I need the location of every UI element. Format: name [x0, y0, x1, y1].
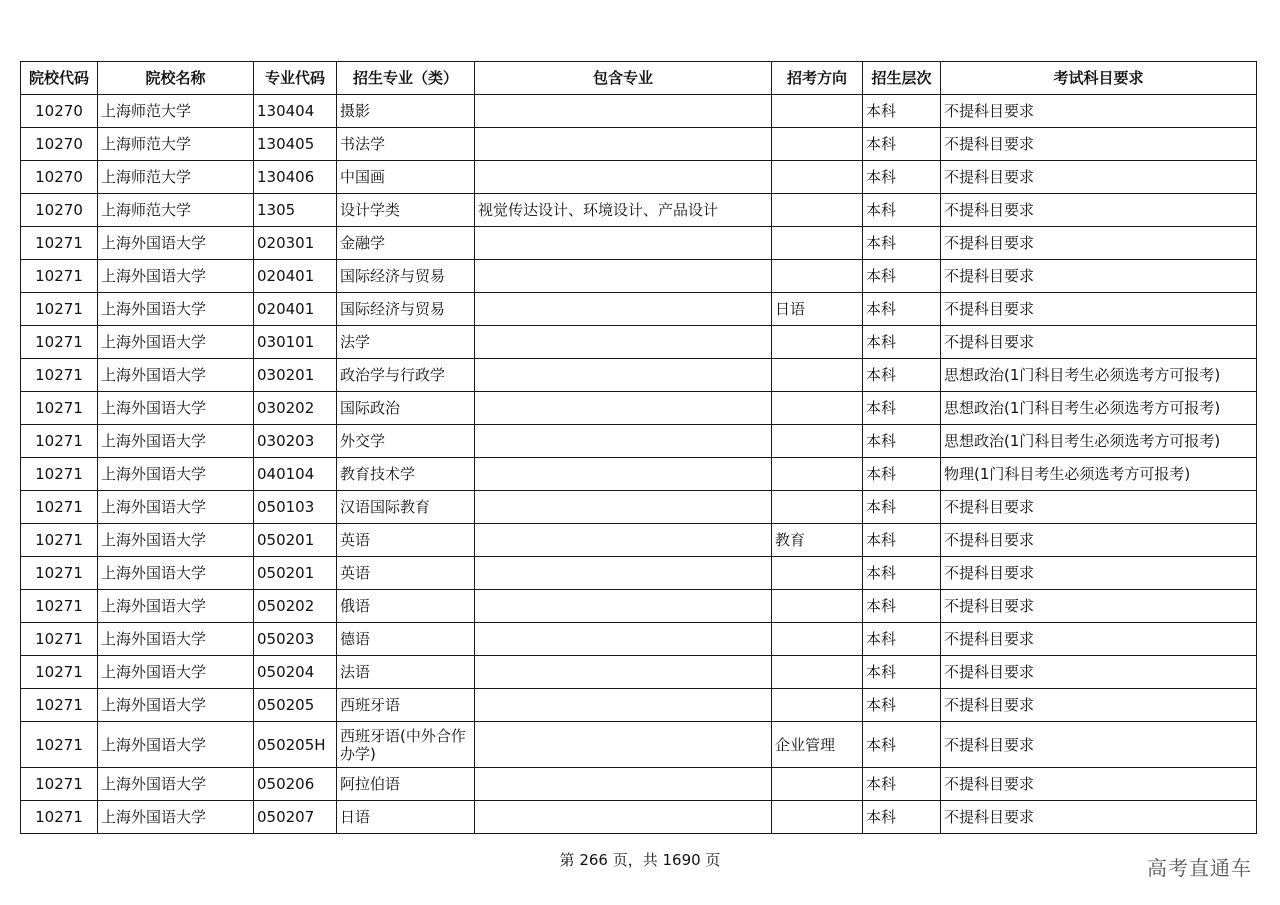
- school-name-cell: 上海外国语大学: [98, 768, 254, 801]
- major-cell: 国际经济与贸易: [337, 260, 475, 293]
- table-row: [21, 656, 1257, 689]
- school-name-cell: 上海外国语大学: [98, 425, 254, 458]
- school-name-cell: 上海外国语大学: [98, 491, 254, 524]
- header-level: 招生层次: [863, 62, 941, 95]
- level-cell: 本科: [863, 392, 941, 425]
- major-code-cell: 050207: [254, 801, 337, 834]
- major-cell: 外交学: [337, 425, 475, 458]
- major-code-cell: 020301: [254, 227, 337, 260]
- subject-requirement-cell: 不提科目要求: [941, 128, 1257, 161]
- direction-cell: [772, 458, 863, 491]
- table-row: [21, 491, 1257, 524]
- included-majors-cell: [475, 722, 772, 768]
- school-name-cell: 上海外国语大学: [98, 458, 254, 491]
- level-cell: 本科: [863, 227, 941, 260]
- header-major-code: 专业代码: [254, 62, 337, 95]
- major-cell: 书法学: [337, 128, 475, 161]
- subject-requirement-cell: 物理(1门科目考生必须选考方可报考): [941, 458, 1257, 491]
- level-cell: 本科: [863, 557, 941, 590]
- table-row: [21, 194, 1257, 227]
- school-code-cell: 10271: [21, 293, 98, 326]
- school-code-cell: 10271: [21, 656, 98, 689]
- table-row: [21, 768, 1257, 801]
- school-code-cell: 10271: [21, 425, 98, 458]
- admissions-table: [20, 61, 1257, 834]
- major-cell: 国际政治: [337, 392, 475, 425]
- major-code-cell: 130405: [254, 128, 337, 161]
- included-majors-cell: [475, 656, 772, 689]
- table-row: [21, 128, 1257, 161]
- level-cell: 本科: [863, 260, 941, 293]
- table-row: [21, 689, 1257, 722]
- major-code-cell: 050203: [254, 623, 337, 656]
- major-code-cell: 030203: [254, 425, 337, 458]
- included-majors-cell: [475, 524, 772, 557]
- major-cell: 政治学与行政学: [337, 359, 475, 392]
- subject-requirement-cell: 思想政治(1门科目考生必须选考方可报考): [941, 392, 1257, 425]
- major-cell: 教育技术学: [337, 458, 475, 491]
- subject-requirement-cell: 不提科目要求: [941, 161, 1257, 194]
- major-cell: 摄影: [337, 95, 475, 128]
- major-code-cell: 050205: [254, 689, 337, 722]
- direction-cell: [772, 392, 863, 425]
- included-majors-cell: [475, 458, 772, 491]
- included-majors-cell: [475, 425, 772, 458]
- table-row: [21, 801, 1257, 834]
- major-cell: 法学: [337, 326, 475, 359]
- school-name-cell: 上海外国语大学: [98, 524, 254, 557]
- subject-requirement-cell: 不提科目要求: [941, 227, 1257, 260]
- school-name-cell: 上海外国语大学: [98, 326, 254, 359]
- included-majors-cell: [475, 491, 772, 524]
- subject-requirement-cell: 不提科目要求: [941, 722, 1257, 768]
- level-cell: 本科: [863, 801, 941, 834]
- direction-cell: [772, 590, 863, 623]
- school-code-cell: 10271: [21, 491, 98, 524]
- header-row: [21, 62, 1257, 95]
- direction-cell: [772, 227, 863, 260]
- school-code-cell: 10270: [21, 128, 98, 161]
- subject-requirement-cell: 思想政治(1门科目考生必须选考方可报考): [941, 425, 1257, 458]
- major-code-cell: 050204: [254, 656, 337, 689]
- watermark: 高考直通车: [1147, 856, 1252, 880]
- school-code-cell: 10271: [21, 524, 98, 557]
- school-name-cell: 上海外国语大学: [98, 557, 254, 590]
- school-name-cell: 上海师范大学: [98, 95, 254, 128]
- school-code-cell: 10271: [21, 326, 98, 359]
- subject-requirement-cell: 不提科目要求: [941, 689, 1257, 722]
- subject-requirement-cell: 思想政治(1门科目考生必须选考方可报考): [941, 359, 1257, 392]
- school-code-cell: 10271: [21, 801, 98, 834]
- subject-requirement-cell: 不提科目要求: [941, 656, 1257, 689]
- table-row: [21, 161, 1257, 194]
- direction-cell: 教育: [772, 524, 863, 557]
- included-majors-cell: [475, 326, 772, 359]
- school-code-cell: 10271: [21, 623, 98, 656]
- direction-cell: [772, 689, 863, 722]
- table-row: [21, 458, 1257, 491]
- school-name-cell: 上海师范大学: [98, 161, 254, 194]
- page-number: 第 266 页，共 1690 页: [559, 851, 721, 869]
- direction-cell: [772, 768, 863, 801]
- subject-requirement-cell: 不提科目要求: [941, 326, 1257, 359]
- level-cell: 本科: [863, 161, 941, 194]
- table-row: [21, 227, 1257, 260]
- major-code-cell: 050202: [254, 590, 337, 623]
- header-major: 招生专业（类）: [337, 62, 475, 95]
- included-majors-cell: [475, 227, 772, 260]
- school-code-cell: 10271: [21, 260, 98, 293]
- table-row: [21, 524, 1257, 557]
- level-cell: 本科: [863, 623, 941, 656]
- major-code-cell: 040104: [254, 458, 337, 491]
- school-code-cell: 10271: [21, 590, 98, 623]
- subject-requirement-cell: 不提科目要求: [941, 590, 1257, 623]
- school-code-cell: 10271: [21, 768, 98, 801]
- included-majors-cell: [475, 801, 772, 834]
- included-majors-cell: [475, 590, 772, 623]
- major-cell: 日语: [337, 801, 475, 834]
- header-included-majors: 包含专业: [475, 62, 772, 95]
- major-cell: 英语: [337, 524, 475, 557]
- included-majors-cell: [475, 557, 772, 590]
- subject-requirement-cell: 不提科目要求: [941, 260, 1257, 293]
- major-cell: 设计学类: [337, 194, 475, 227]
- level-cell: 本科: [863, 491, 941, 524]
- school-name-cell: 上海外国语大学: [98, 392, 254, 425]
- level-cell: 本科: [863, 689, 941, 722]
- school-name-cell: 上海外国语大学: [98, 656, 254, 689]
- school-name-cell: 上海师范大学: [98, 194, 254, 227]
- table-row: [21, 260, 1257, 293]
- direction-cell: 日语: [772, 293, 863, 326]
- school-code-cell: 10270: [21, 161, 98, 194]
- direction-cell: [772, 95, 863, 128]
- direction-cell: [772, 656, 863, 689]
- major-cell: 俄语: [337, 590, 475, 623]
- header-school-code: 院校代码: [21, 62, 98, 95]
- included-majors-cell: [475, 95, 772, 128]
- level-cell: 本科: [863, 458, 941, 491]
- major-code-cell: 030101: [254, 326, 337, 359]
- major-cell: 中国画: [337, 161, 475, 194]
- school-code-cell: 10271: [21, 458, 98, 491]
- school-code-cell: 10270: [21, 95, 98, 128]
- major-code-cell: 050205H: [254, 722, 337, 768]
- direction-cell: [772, 491, 863, 524]
- direction-cell: [772, 194, 863, 227]
- table-body: [21, 95, 1257, 834]
- table-row: [21, 392, 1257, 425]
- school-code-cell: 10271: [21, 722, 98, 768]
- major-cell: 法语: [337, 656, 475, 689]
- included-majors-cell: [475, 161, 772, 194]
- major-code-cell: 030201: [254, 359, 337, 392]
- table-row: [21, 326, 1257, 359]
- header-subject-requirement: 考试科目要求: [941, 62, 1257, 95]
- table-row: [21, 425, 1257, 458]
- major-cell: 西班牙语(中外合作办学): [337, 722, 475, 768]
- major-code-cell: 130406: [254, 161, 337, 194]
- included-majors-cell: [475, 293, 772, 326]
- level-cell: 本科: [863, 656, 941, 689]
- school-name-cell: 上海师范大学: [98, 128, 254, 161]
- major-code-cell: 130404: [254, 95, 337, 128]
- school-name-cell: 上海外国语大学: [98, 590, 254, 623]
- level-cell: 本科: [863, 95, 941, 128]
- major-cell: 德语: [337, 623, 475, 656]
- major-code-cell: 050201: [254, 524, 337, 557]
- table-row: [21, 722, 1257, 768]
- included-majors-cell: [475, 768, 772, 801]
- major-code-cell: 020401: [254, 293, 337, 326]
- school-name-cell: 上海外国语大学: [98, 260, 254, 293]
- direction-cell: [772, 425, 863, 458]
- level-cell: 本科: [863, 722, 941, 768]
- direction-cell: [772, 260, 863, 293]
- level-cell: 本科: [863, 194, 941, 227]
- header-direction: 招考方向: [772, 62, 863, 95]
- level-cell: 本科: [863, 524, 941, 557]
- subject-requirement-cell: 不提科目要求: [941, 293, 1257, 326]
- school-code-cell: 10270: [21, 194, 98, 227]
- included-majors-cell: [475, 260, 772, 293]
- direction-cell: [772, 161, 863, 194]
- included-majors-cell: [475, 359, 772, 392]
- level-cell: 本科: [863, 590, 941, 623]
- major-code-cell: 050201: [254, 557, 337, 590]
- subject-requirement-cell: 不提科目要求: [941, 194, 1257, 227]
- table-row: [21, 590, 1257, 623]
- level-cell: 本科: [863, 293, 941, 326]
- direction-cell: [772, 359, 863, 392]
- direction-cell: 企业管理: [772, 722, 863, 768]
- school-name-cell: 上海外国语大学: [98, 293, 254, 326]
- subject-requirement-cell: 不提科目要求: [941, 623, 1257, 656]
- major-cell: 汉语国际教育: [337, 491, 475, 524]
- header-school-name: 院校名称: [98, 62, 254, 95]
- school-code-cell: 10271: [21, 359, 98, 392]
- major-cell: 金融学: [337, 227, 475, 260]
- school-code-cell: 10271: [21, 689, 98, 722]
- included-majors-cell: 视觉传达设计、环境设计、产品设计: [475, 194, 772, 227]
- subject-requirement-cell: 不提科目要求: [941, 524, 1257, 557]
- major-code-cell: 050206: [254, 768, 337, 801]
- school-name-cell: 上海外国语大学: [98, 801, 254, 834]
- direction-cell: [772, 801, 863, 834]
- major-code-cell: 030202: [254, 392, 337, 425]
- major-code-cell: 1305: [254, 194, 337, 227]
- included-majors-cell: [475, 392, 772, 425]
- table-row: [21, 359, 1257, 392]
- included-majors-cell: [475, 689, 772, 722]
- major-cell: 阿拉伯语: [337, 768, 475, 801]
- level-cell: 本科: [863, 359, 941, 392]
- direction-cell: [772, 557, 863, 590]
- major-code-cell: 050103: [254, 491, 337, 524]
- subject-requirement-cell: 不提科目要求: [941, 557, 1257, 590]
- subject-requirement-cell: 不提科目要求: [941, 801, 1257, 834]
- school-name-cell: 上海外国语大学: [98, 689, 254, 722]
- direction-cell: [772, 623, 863, 656]
- school-name-cell: 上海外国语大学: [98, 227, 254, 260]
- school-name-cell: 上海外国语大学: [98, 722, 254, 768]
- subject-requirement-cell: 不提科目要求: [941, 95, 1257, 128]
- table-row: [21, 623, 1257, 656]
- school-name-cell: 上海外国语大学: [98, 359, 254, 392]
- direction-cell: [772, 128, 863, 161]
- major-cell: 西班牙语: [337, 689, 475, 722]
- level-cell: 本科: [863, 425, 941, 458]
- school-name-cell: 上海外国语大学: [98, 623, 254, 656]
- table-row: [21, 557, 1257, 590]
- major-cell: 英语: [337, 557, 475, 590]
- school-code-cell: 10271: [21, 557, 98, 590]
- direction-cell: [772, 326, 863, 359]
- school-code-cell: 10271: [21, 392, 98, 425]
- major-code-cell: 020401: [254, 260, 337, 293]
- level-cell: 本科: [863, 128, 941, 161]
- included-majors-cell: [475, 623, 772, 656]
- subject-requirement-cell: 不提科目要求: [941, 491, 1257, 524]
- major-cell: 国际经济与贸易: [337, 293, 475, 326]
- table-row: [21, 293, 1257, 326]
- level-cell: 本科: [863, 326, 941, 359]
- subject-requirement-cell: 不提科目要求: [941, 768, 1257, 801]
- table-row: [21, 95, 1257, 128]
- level-cell: 本科: [863, 768, 941, 801]
- included-majors-cell: [475, 128, 772, 161]
- school-code-cell: 10271: [21, 227, 98, 260]
